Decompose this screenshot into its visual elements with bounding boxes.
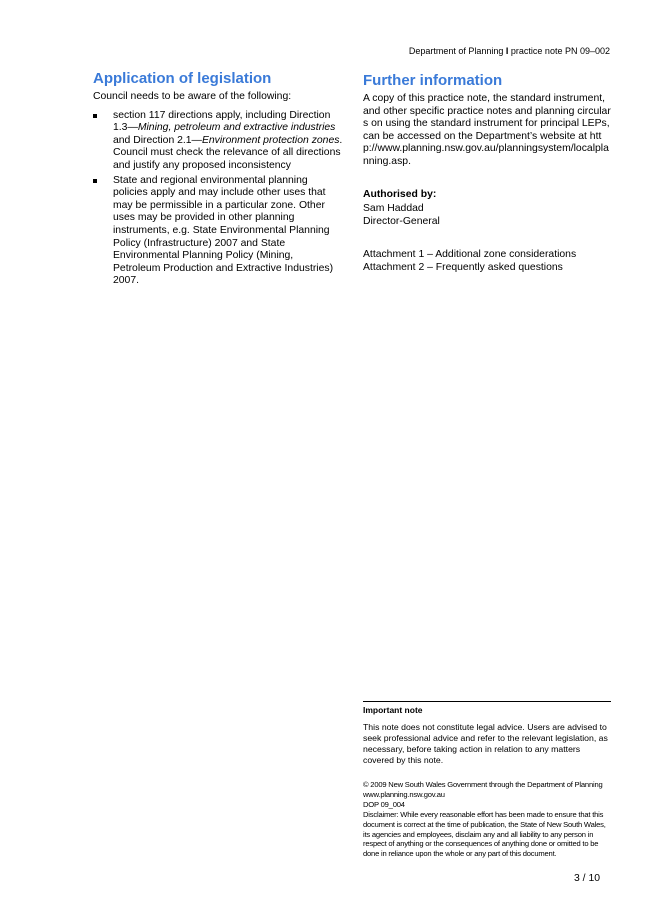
right-column xyxy=(363,72,613,275)
header-department: Department of Planning xyxy=(408,46,506,56)
application-intro: Council needs to be aware of the following: xyxy=(93,91,292,102)
header-separator: I xyxy=(505,46,509,56)
page-number: 3 / 10 xyxy=(574,873,600,884)
authorised-role: Director-General xyxy=(363,215,440,227)
attachment-1: Attachment 1 – Additional zone considerations xyxy=(363,249,577,261)
list-item xyxy=(93,175,343,288)
authorised-name: Sam Haddad xyxy=(363,203,424,215)
bullet-square-icon xyxy=(93,179,97,183)
attachment-2: Attachment 2 – Frequently asked questions xyxy=(363,261,563,273)
authorised-title: Authorised by: xyxy=(363,188,437,200)
copyright-line: © 2009 New South Wales Government through the Department of Planning xyxy=(363,780,603,789)
doc-id: DOP 09_004 xyxy=(363,799,405,809)
bullet1-text-a: section 117 directions apply, including Direction 1.3— xyxy=(113,109,331,134)
bullet2-text: State and regional environmental planning policies apply and may include other uses that may be permissible in a particular zone. Other uses may be provided in other planning instruments, e.g. State Environmental Planning Policy (Infrastructure) 2007 and State Environmental Planning Policy (Mining, Petroleum Production and Extractive Industries) 2007. xyxy=(113,174,334,287)
left-column xyxy=(93,70,343,290)
page-header xyxy=(409,46,610,56)
bullet1-text-c: . Council must check the relevance of all directions and justify any proposed inconsistency xyxy=(113,134,343,171)
important-note-title: Important note xyxy=(363,705,423,715)
bullet1-text-b: and Direction 2.1— xyxy=(113,134,202,146)
further-info-heading: Further information xyxy=(363,72,503,89)
further-info-text: A copy of this practice note, the standard instrument, and other specific practice notes and planning circulars on using the standard instrument for principal LEPs, can be accessed on the Department’s website at http://www.planning.nsw.gov.au/planningsystem/localplanning.asp. xyxy=(363,93,611,167)
bullet-square-icon xyxy=(93,114,97,118)
application-heading: Application of legislation xyxy=(93,70,272,87)
legal-block xyxy=(363,780,611,859)
bullet1-italic-a: Mining, petroleum and extractive industries xyxy=(137,122,336,134)
attachments xyxy=(363,249,613,274)
bullet1-italic-b: Environment protection zones xyxy=(201,134,340,146)
list-item xyxy=(93,110,343,173)
important-note-text: This note does not constitute legal advice. Users are advised to seek professional advice and refer to the relevant legislation, as necessary, before taking action in relation to any matters covered by this note. xyxy=(363,722,608,765)
website-line: www.planning.nsw.gov.au xyxy=(363,789,445,799)
disclaimer: Disclaimer: While every reasonable effort has been made to ensure that this document is correct at the time of publication, the State of New South Wales, its agencies and employees, disclaim any and all liability to any person in respect of anything or the consequences of anything done or omitted to be done in reliance upon the whole or any part of this document. xyxy=(363,809,606,859)
application-list xyxy=(93,110,343,288)
header-practice-note: practice note PN 09–002 xyxy=(508,46,610,56)
important-note-box xyxy=(363,701,611,859)
